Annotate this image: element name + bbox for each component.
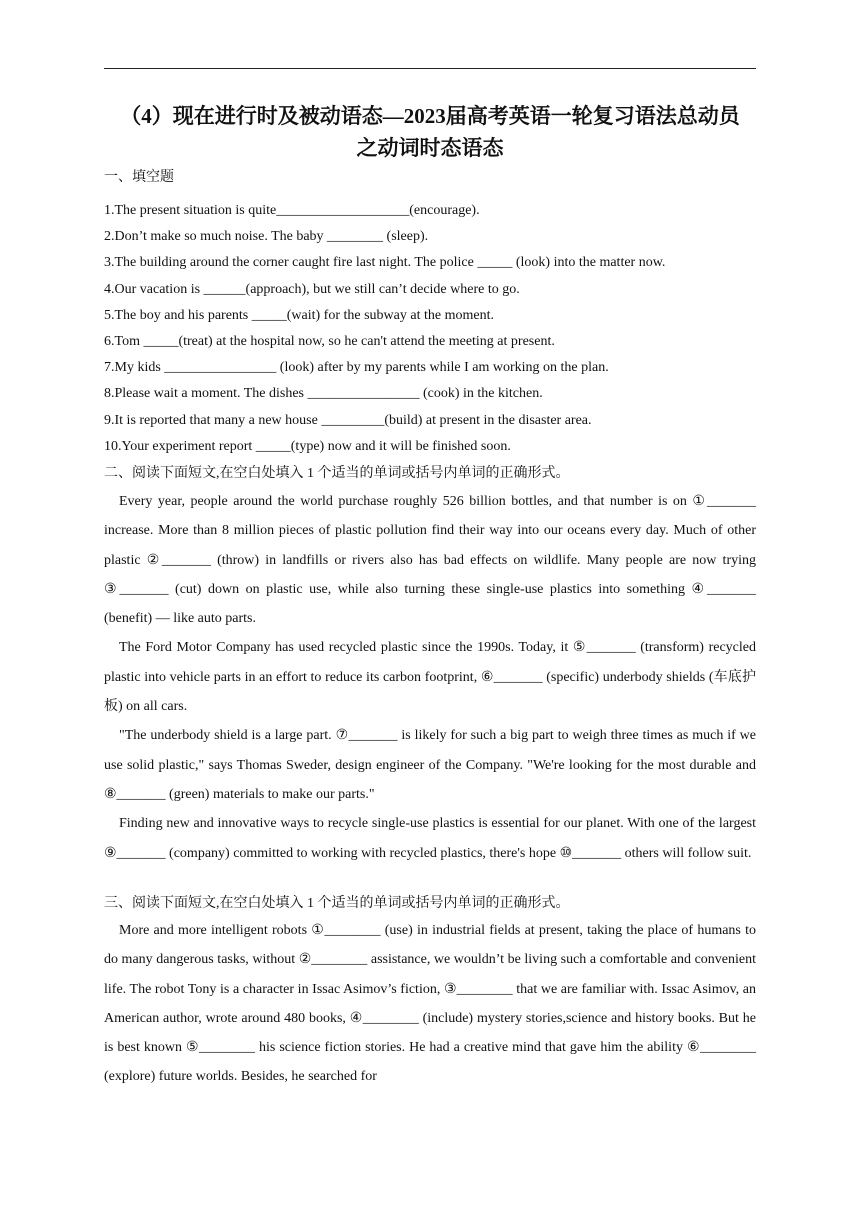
section-3-passage	[104, 916, 756, 1092]
passage-paragraph: Finding new and innovative ways to recycle single-use plastics is essential for our planet. With one of the largest ⑨_______ (company) committed to working with recycled plastics, there's hope ⑩_______ others will follow suit.	[104, 816, 756, 861]
passage-paragraph: More and more intelligent robots ①________ (use) in industrial fields at present, taking the place of humans to do many dangerous tasks, without ②________ assistance, we wouldn’t be living such a comfortable and convenient life. The robot Tony is a character in Issac Asimov’s fiction, ③________ that we are familiar with. Issac Asimov, an American author, wrote around 480 books, ④________ (include) mystery stories,science and history books. But he is best known ⑤________ his science fiction stories. He had a creative mind that gave him the ability ⑥________ (explore) future worlds. Besides, he searched for	[104, 923, 756, 1085]
title-line-1: （4）现在进行时及被动语态—2023届高考英语一轮复习语法总动员	[120, 104, 740, 128]
question-item: 2.Don’t make so much noise. The baby ________ (sleep).	[104, 229, 429, 245]
question-item: 1.The present situation is quite___________________(encourage).	[104, 203, 480, 218]
question-item: 6.Tom _____(treat) at the hospital now, so he can't attend the meeting at present.	[104, 333, 555, 349]
passage-paragraph: "The underbody shield is a large part. ⑦_______ is likely for such a big part to weigh three times as much if we use solid plastic," says Thomas Sweder, design engineer of the Company. "We're looking for the most durable and ⑧_______ (green) materials to make our parts."	[104, 728, 756, 802]
header-rule	[104, 68, 756, 69]
title-line-2: 之动词时态语态	[356, 136, 504, 160]
section-3-heading: 三、阅读下面短文,在空白处填入 1 个适当的单词或括号内单词的正确形式。	[104, 896, 570, 911]
question-item: 9.It is reported that many a new house _________(build) at present in the disaster area.	[104, 412, 592, 428]
question-item: 8.Please wait a moment. The dishes ________________ (cook) in the kitchen.	[104, 386, 543, 402]
question-item: 3.The building around the corner caught fire last night. The police _____ (look) into the matter now.	[104, 255, 666, 271]
question-item: 10.Your experiment report _____(type) now and it will be finished soon.	[104, 438, 511, 454]
question-item: 5.The boy and his parents _____(wait) for the subway at the moment.	[104, 307, 494, 323]
question-item: 4.Our vacation is ______(approach), but we still can’t decide where to go.	[104, 281, 520, 297]
passage-paragraph: Every year, people around the world purchase roughly 526 billion bottles, and that number is on ①_______ increase. More than 8 million pieces of plastic pollution find their way into our oceans every day. Much of other plastic ②_______ (throw) in landfills or rivers also has bad effects on wildlife. Many people are now trying ③_______ (cut) down on plastic use, while also turning these single-use plastics into something ④_______ (benefit) — like auto parts.	[104, 494, 756, 627]
section-2-heading: 二、阅读下面短文,在空白处填入 1 个适当的单词或括号内单词的正确形式。	[104, 466, 570, 481]
document-title	[104, 100, 756, 164]
question-item: 7.My kids ________________ (look) after by my parents while I am working on the plan.	[104, 360, 609, 376]
section-2-passage	[104, 487, 756, 868]
section-1-heading: 一、填空题	[104, 170, 174, 185]
question-list	[104, 201, 764, 463]
passage-paragraph: The Ford Motor Company has used recycled plastic since the 1990s. Today, it ⑤_______ (transform) recycled plastic into vehicle parts in an effort to reduce its carbon footprint, ⑥_______ (specific) underbody shields (车底护板) on all cars.	[104, 640, 756, 715]
